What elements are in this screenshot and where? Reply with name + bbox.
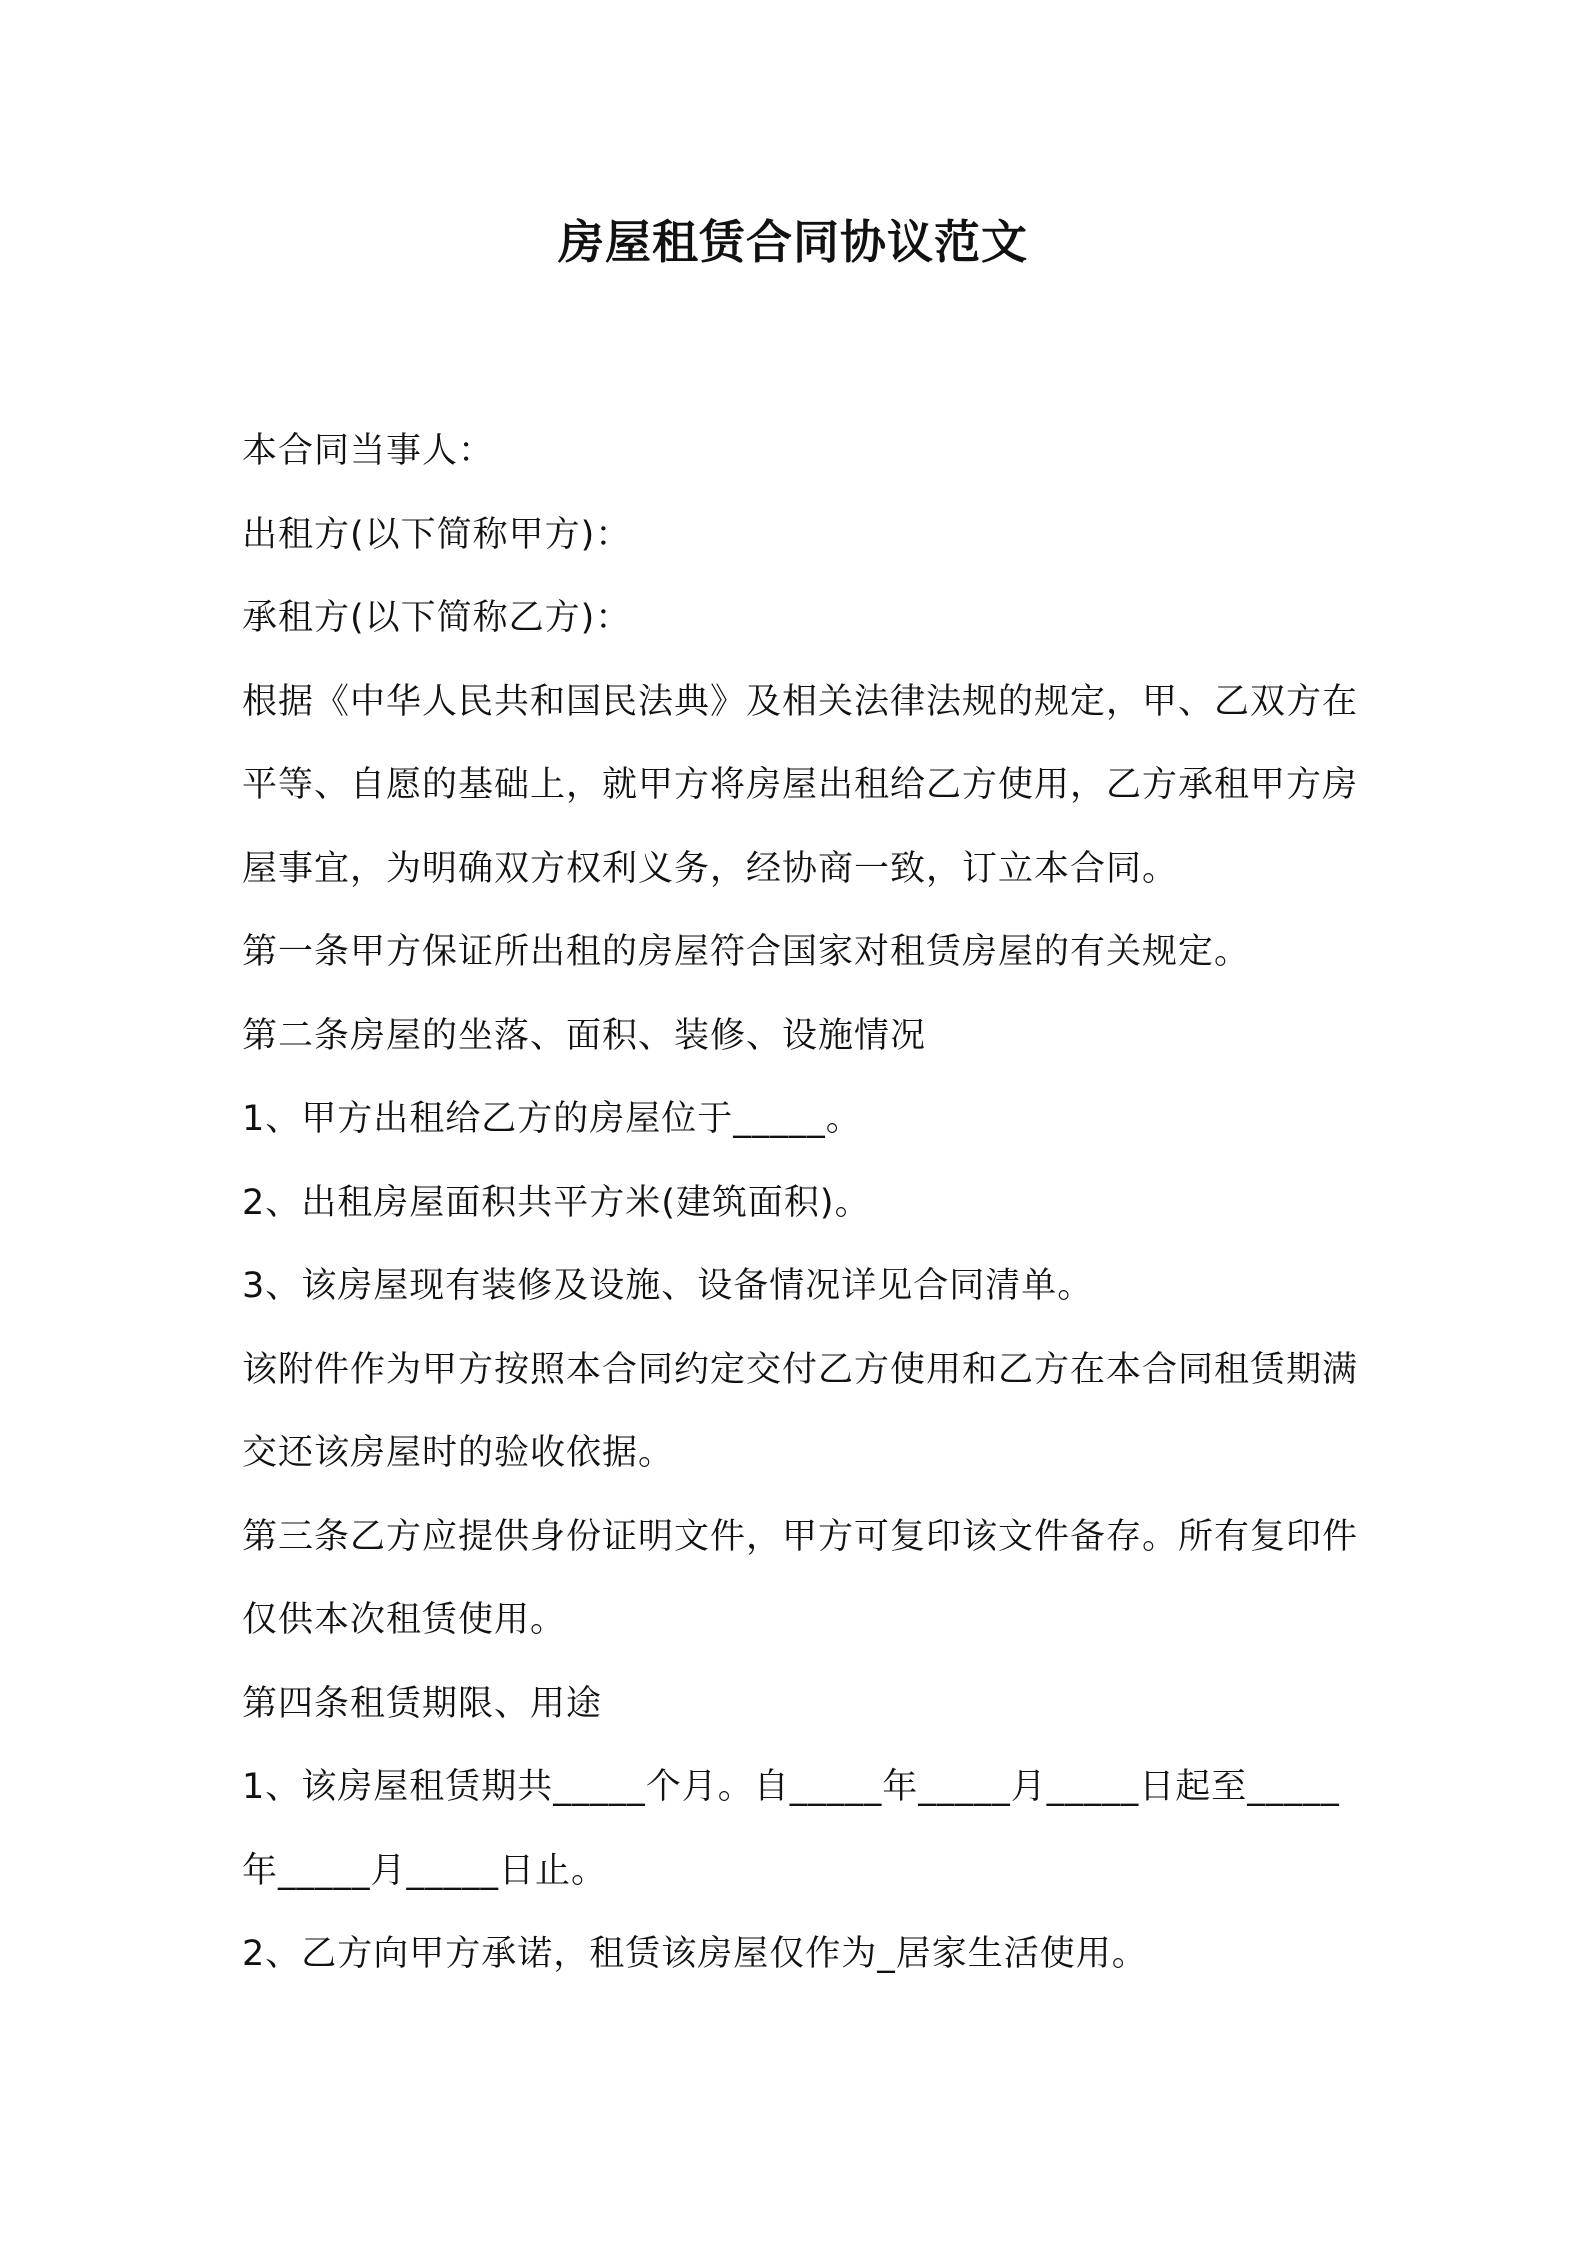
document-title: 房屋租赁合同协议范文: [558, 215, 1028, 269]
paragraph-article-3: 第三条乙方应提供身份证明文件，甲方可复印该文件备存。所有复印件仅供本次租赁使用。: [242, 1516, 1359, 1640]
paragraph-article-1: 第一条甲方保证所出租的房屋符合国家对租赁房屋的有关规定。: [242, 932, 1251, 972]
document-body: [242, 410, 1362, 1997]
paragraph-lessor: 出租方(以下简称甲方)：: [242, 514, 632, 555]
paragraph-lessee: 承租方(以下简称乙方)：: [242, 598, 632, 638]
paragraph-article-2-item-3: 3、该房屋现有装修及设施、设备情况详见合同清单。: [242, 1266, 1094, 1306]
paragraph-article-4-item-2: 2、乙方向甲方承诺，租赁该房屋仅作为_居家生活使用。: [242, 1934, 1148, 1974]
paragraph-preamble: 根据《中华人民共和国民法典》及相关法律法规的规定，甲、乙双方在平等、自愿的基础上，就甲方将房屋出租给乙方使用，乙方承租甲方房屋事宜，为明确双方权利义务，经协商一致，订立本合同。: [242, 681, 1359, 889]
paragraph-article-2-item-1: 1、甲方出租给乙方的房屋位于_____。: [242, 1099, 862, 1139]
paragraph-article-2-heading: 第二条房屋的坐落、面积、装修、设施情况: [242, 1015, 927, 1056]
paragraph-parties-heading: 本合同当事人：: [242, 431, 495, 471]
paragraph-article-2-item-2: 2、出租房屋面积共平方米(建筑面积)。: [242, 1182, 871, 1223]
paragraph-attachment-note: 该附件作为甲方按照本合同约定交付乙方使用和乙方在本合同租赁期满交还该房屋时的验收依据。: [242, 1349, 1359, 1473]
paragraph-article-4-item-1: 1、该房屋租赁期共_____个月。自_____年_____月_____日起至_____年_____月_____日止。: [242, 1767, 1340, 1891]
paragraph-article-4-heading: 第四条租赁期限、用途: [242, 1683, 603, 1724]
